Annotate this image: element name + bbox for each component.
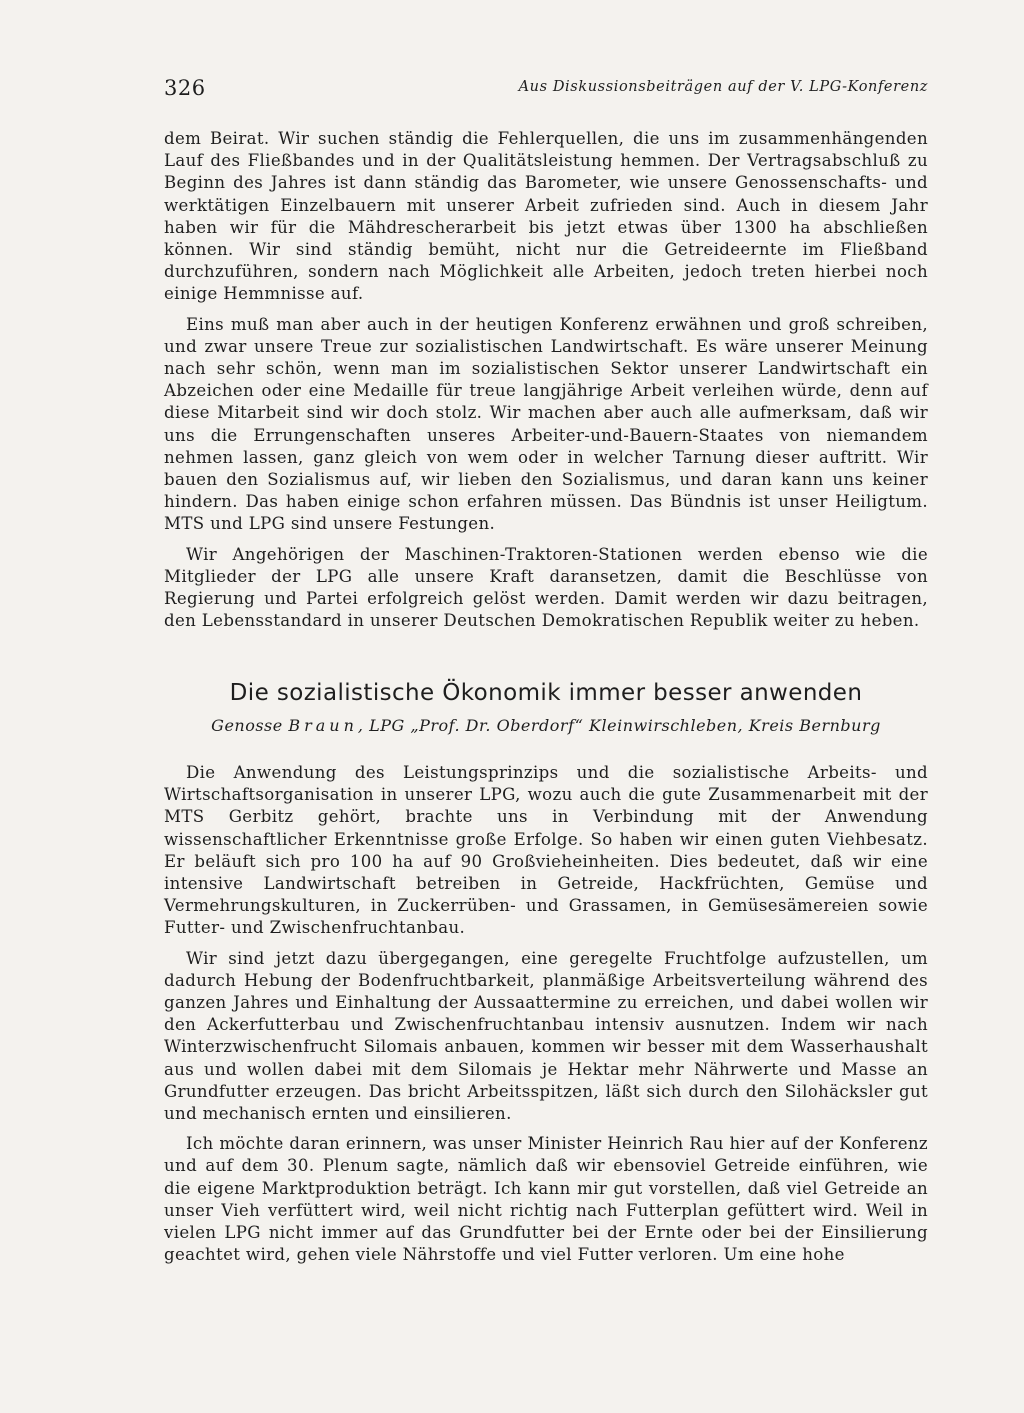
paragraph: dem Beirat. Wir suchen ständig die Fehlerquellen, die uns im zusammenhängenden Lauf des Fließbandes und in der Qualitätsleistung hemmen. Der Vertragsabschluß zu Beginn des Jahres ist dann ständig das Barometer, wie unsere Genossenschafts- und werktätigen Einzelbauern mit unserer Arbeit zufrieden sind. Auch in diesem Jahr haben wir für die Mähdrescherarbeit bis jetzt etwas über 1300 ha abschließen können. Wir sind ständig bemüht, nicht nur die Getreideernte im Fließband durchzuführen, sondern nach Möglichkeit alle Arbeiten, jedoch treten hierbei noch einige Hemmnisse auf. (164, 129, 928, 304)
byline-name: Braun (288, 716, 358, 735)
section-text (164, 762, 928, 1274)
byline-prefix: Genosse (211, 716, 283, 735)
running-head: Aus Diskussionsbeiträgen auf der V. LPG-Konferenz (518, 79, 928, 95)
byline-affiliation: , LPG „Prof. Dr. Oberdorf“ Kleinwirschleben, Kreis Bernburg (357, 716, 881, 735)
continuation-text (164, 128, 928, 640)
paragraph: Die Anwendung des Leistungsprinzips und die sozialistische Arbeits- und Wirtschaftsorganisation in unserer LPG, wozu auch die gute Zusammenarbeit mit der MTS Gerbitz gehört, brachte uns in Verbindung mit der Anwendung wissenschaftlicher Erkenntnisse große Erfolge. So haben wir einen guten Viehbesatz. Er beläuft sich pro 100 ha auf 90 Großvieheinheiten. Dies bedeutet, daß wir eine intensive Landwirtschaft betreiben in Getreide, Hackfrüchten, Gemüse und Vermehrungskulturen, in Zuckerrüben- und Grassamen, in Gemüsesämereien sowie Futter- und Zwischenfruchtanbau. (164, 763, 928, 938)
page-number: 326 (164, 76, 206, 100)
paragraph: Wir sind jetzt dazu übergegangen, eine geregelte Fruchtfolge aufzustellen, um dadurch Hebung der Bodenfruchtbarkeit, planmäßige Arbeitsverteilung während des ganzen Jahres und Einhaltung der Aussaattermine zu erreichen, und dabei wollen wir den Ackerfutterbau und Zwischenfruchtanbau intensiv ausnutzen. Indem wir nach Winterzwischenfrucht Silomais anbauen, kommen wir besser mit dem Wasserhaushalt aus und wollen dabei mit dem Silomais je Hektar mehr Nährwerte und Masse an Grundfutter erzeugen. Das bricht Arbeitsspitzen, läßt sich durch den Silohäcksler gut und mechanisch ernten und einsilieren. (164, 948, 928, 1124)
section-title: Die sozialistische Ökonomik immer besser anwenden (229, 680, 863, 706)
paragraph: Ich möchte daran erinnern, was unser Minister Heinrich Rau hier auf der Konferenz und auf dem 30. Plenum sagte, nämlich daß wir ebensoviel Getreide einführen, wie die eigene Marktproduktion beträgt. Ich kann mir gut vorstellen, daß viel Getreide an unser Vieh verfüttert wird, weil nicht richtig nach Futterplan gefüttert wird. Weil in vielen LPG nicht immer auf das Grundfutter bei der Ernte oder bei der Einsilierung geachtet wird, gehen viele Nährstoffe und viel Futter verloren. Um eine hohe (164, 1134, 928, 1265)
page-header (164, 76, 928, 104)
byline (164, 716, 928, 735)
paragraph: Eins muß man aber auch in der heutigen Konferenz erwähnen und groß schreiben, und zwar unsere Treue zur sozialistischen Landwirtschaft. Es wäre unserer Meinung nach sehr schön, wenn man im sozialistischen Sektor unserer Landwirtschaft ein Abzeichen oder eine Medaille für treue langjährige Arbeit verleihen würde, denn auf diese Mitarbeit sind wir doch stolz. Wir machen aber auch alle aufmerksam, daß wir uns die Errungenschaften unseres Arbeiter-und-Bauern-Staates von niemandem nehmen lassen, ganz gleich von wem oder in welcher Tarnung dieser auftritt. Wir bauen den Sozialismus auf, wir lieben den Sozialismus, und daran kann uns keiner hindern. Das haben einige schon erfahren müssen. Das Bündnis ist unser Heiligtum. MTS und LPG sind unsere Festungen. (164, 314, 928, 534)
paragraph: Wir Angehörigen der Maschinen-Traktoren-Stationen werden ebenso wie die Mitglieder der LPG alle unsere Kraft daransetzen, damit die Beschlüsse von Regierung und Partei erfolgreich gelöst werden. Damit werden wir dazu beitragen, den Lebensstandard in unserer Deutschen Demokratischen Republik weiter zu heben. (164, 544, 928, 631)
